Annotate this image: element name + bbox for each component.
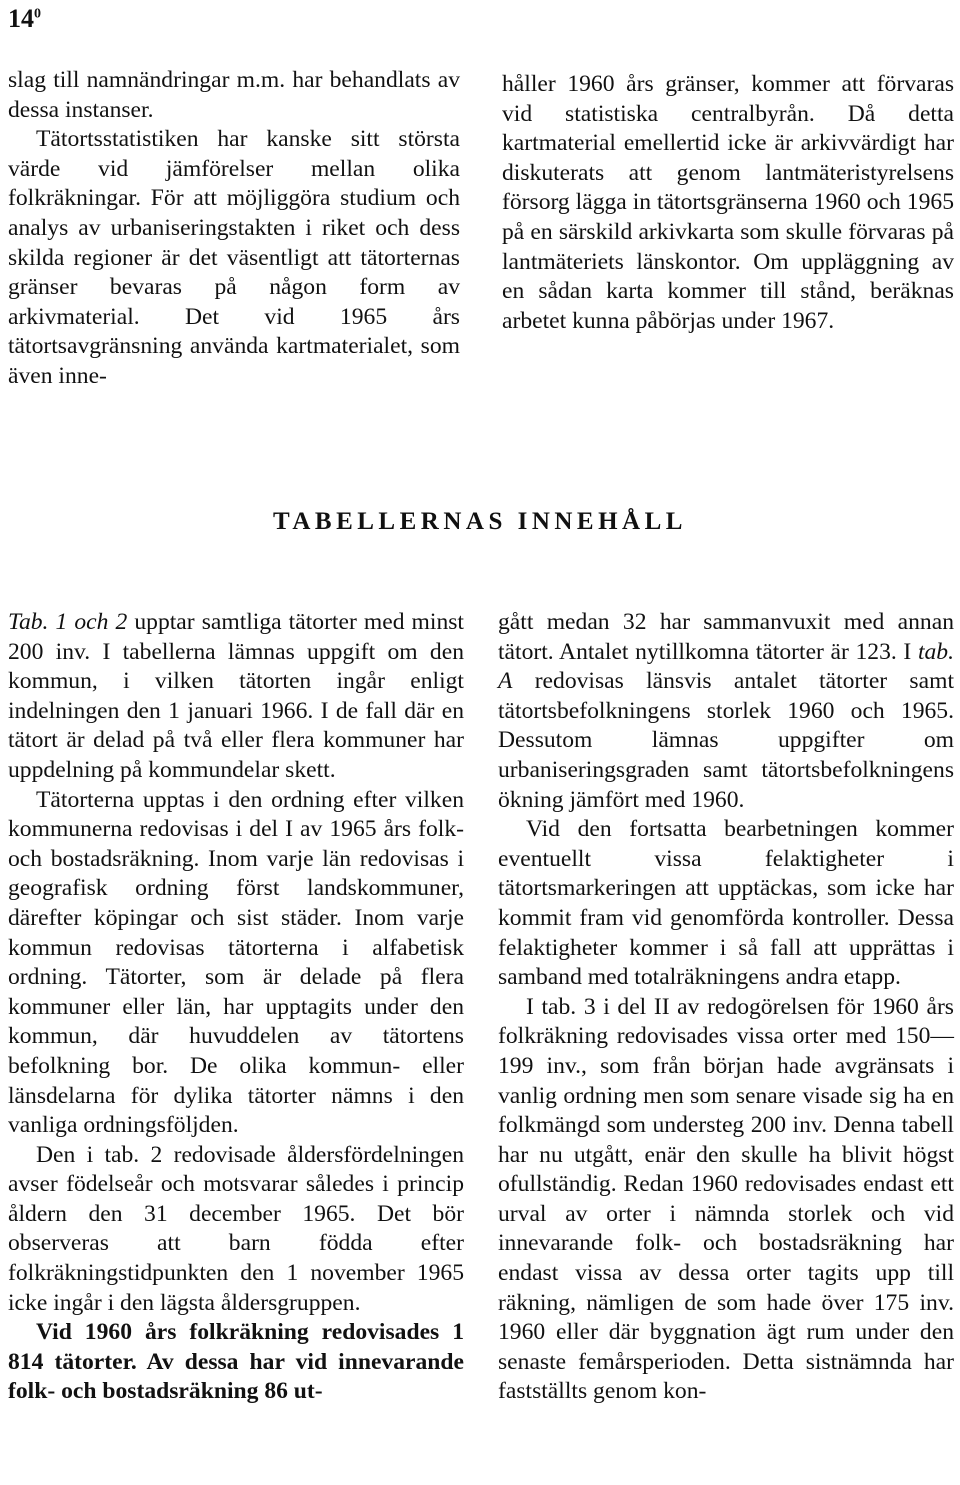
paragraph: Vid 1960 års folkräkning redovisades 1 814 tätorter. Av dessa har vid innevarande folk- och bostadsräkning 86 ut- [8,1319,464,1405]
paragraph: slag till namnändringar m.m. har behandlats av dessa instanser. [8,67,460,123]
tab-reference: tab. A [498,638,954,695]
bottom-right-column [498,608,954,1407]
paragraph-text: gått medan 32 har sammanvuxit med annan tätort. Antalet nytillkomna tätorter är 123. I [498,609,954,665]
tab-reference: 1 och 2 [55,609,128,635]
paragraph: I tab. 3 i del II av redogörelsen för 1960 års folkräkning redovisades vissa orter med 150—199 inv., som från början hade avgränsats i vanlig ordning men som senare visade sig ha en folkmängd som understeg 200 inv. Denna tabell har nu utgått, enär den skulle ha blivit högst ofullständig. Redan 1960 redovisades endast ett urval av orter i nämnda storlek och vid innevarande folk- och bostadsräkning har endast vissa av dessa orter tagits upp till räkning, nämligen de som hade över 175 inv. 1960 eller där byggnation ägt rum under den senaste femårsperioden. Detta sistnämnda har fastställts genom kon- [498,993,954,1405]
page-number-superscript: 0 [34,6,41,22]
paragraph: Vid den fortsatta bearbetningen kommer eventuellt vissa felaktigheter i tätortsmarkeringen att upptäckas, som icke har kommit fram vid genomförda kontroller. Dessa felaktigheter kommer i så fall att upprättas i samband med totalräkningens andra etapp. [498,816,954,991]
page-number: $14^0$ [8,4,41,33]
paragraph [498,608,954,815]
paragraph-text: redovisas länsvis antalet tätorter samt tätortsbefolkningens storlek 1960 och 1965. Dessutom lämnas uppgifter om urbaniseringsgraden samt tätortsbefolkningens ökning jämfört med 1960. [498,668,954,813]
paragraph: Den i tab. 2 redovisade åldersfördelningen avser födelseår och motsvarar således i princip åldern den 31 december 1965. Det bör observeras att barn födda efter folkräkningstidpunkten den 1 november 1965 icke ingår i den lägsta åldersgruppen. [8,1141,464,1316]
top-left-column [8,66,460,392]
paragraph: Tätortsstatistiken har kanske sitt största värde vid jämförelser mellan olika folkräkningar. För att möjliggöra studium och analys av urbaniseringstakten i riket och dess skilda regioner är det väsentligt att tätorternas gränser bevaras på någon form av arkivmaterial. Det vid 1965 års tätortsavgränsning använda kartmaterialet, som även inne- [8,126,460,389]
paragraph-text: upptar samtliga tätorter med minst 200 inv. I tabellerna lämnas uppgift om den kommun, i vilken tätorten ingår enligt indelningen den 1 januari 1966. I de fall där en tätort är delad på två eller flera kommuner har uppdelning på kommundelar skett. [8,609,464,783]
bottom-left-column [8,608,464,1407]
paragraph: Tätorterna upptas i den ordning efter vilken kommunerna redovisas i del I av 1965 års folk- och bostadsräkning. Inom varje län redovisas i geografisk ordning först landskommuner, därefter köpingar och sist städer. Inom varje kommun redovisas tätorterna i alfabetisk ordning. Tätorter, som är delade på flera kommuner eller län, har upptagits under den kommun, där huvuddelen av tätortens befolkning bor. De olika kommun- eller länsdelarna för dylika tätorter nämns i den vanliga ordningsföljden. [8,786,464,1139]
paragraph: håller 1960 års gränser, kommer att förvaras vid statistiska centralbyrån. Då detta kartmaterial emellertid icke är arkivvärdigt har diskuterats att genom lantmäteristyrelsens försorg lägga in tätortsgränserna 1960 och 1965 på en särskild arkivkarta som skulle förvaras på lantmäteriets länskontor. Om uppläggning av en sådan karta kommer till stånd, beräknas arbetet kunna påbörjas under 1967. [502,71,954,334]
tab-label: Tab. [8,609,49,635]
paragraph [8,608,464,786]
section-heading: TABELLERNAS INNEHÅLL [273,508,687,535]
top-right-column [502,70,954,336]
